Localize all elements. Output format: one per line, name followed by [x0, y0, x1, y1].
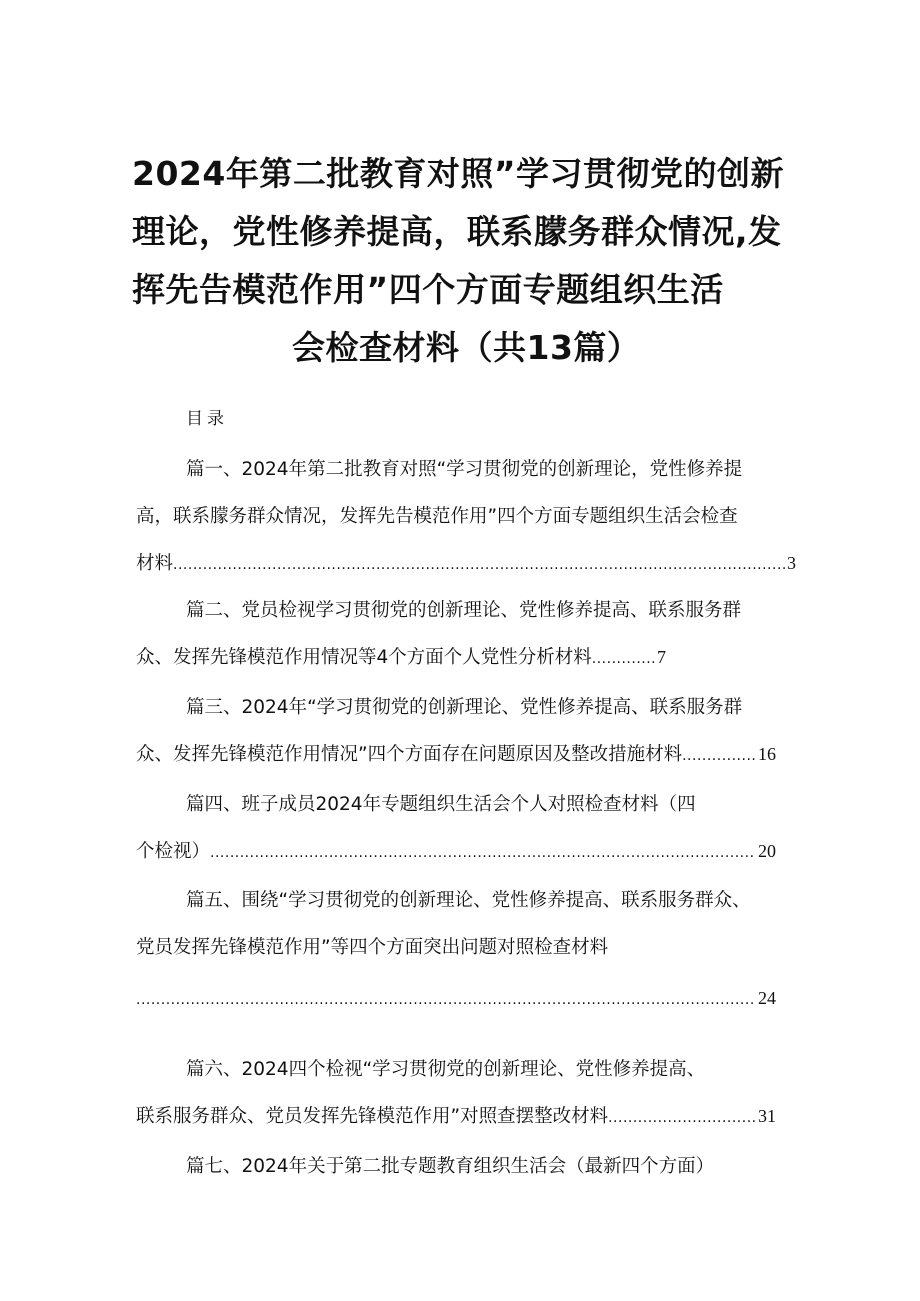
toc-entry[interactable]: [136, 1143, 796, 1190]
toc-entry[interactable]: [136, 1046, 796, 1142]
toc-entry-text: 篇一、2024年第二批教育对照“学习贯彻党的创新理论，党性修养提: [186, 459, 743, 480]
toc-entry-text: 篇四、班子成员2024年专题组织生活会个人对照检查材料（四: [186, 794, 696, 815]
toc-entry-text: 联系服务群众、党员发挥先锋模范作用”对照查摆整改材料: [136, 1106, 609, 1127]
dot-leader: [210, 830, 756, 877]
toc-entry-leader-line: [136, 975, 776, 1024]
toc-entry[interactable]: [136, 781, 796, 877]
toc-entry-text: 个检视）: [136, 841, 211, 862]
toc-entry[interactable]: [136, 587, 796, 683]
dot-leader: [592, 636, 655, 683]
dot-leader: [173, 542, 785, 589]
toc-entry-text: 篇七、2024年关于第二批专题教育组织生活会（最新四个方面）: [186, 1156, 715, 1177]
toc-page-number: 3: [787, 553, 796, 573]
toc-heading: 目录: [186, 409, 228, 429]
dot-leader: [136, 977, 756, 1024]
toc-entry-text: 篇六、2024四个检视“学习贯彻党的创新理论、党性修养提高、: [186, 1059, 706, 1080]
toc-entry-text: 高，联系朦务群众情况，发挥先告模范作用”四个方面专题组织生活会检查: [136, 506, 738, 527]
toc-entry-leader-line: [136, 634, 666, 683]
toc-entry-leader-line: [136, 731, 776, 780]
toc-entry-text: 众、发挥先锋模范作用情况”四个方面存在问题原因及整改措施材料: [136, 744, 683, 765]
toc-entry-text: 党员发挥先锋模范作用”等四个方面突出问题对照检查材料: [136, 937, 609, 958]
toc-entry[interactable]: [136, 877, 796, 1024]
dot-leader: [608, 1095, 756, 1142]
toc-entry-text: 篇五、围绕“学习贯彻党的创新理论、党性修养提高、联系服务群众、: [186, 890, 751, 911]
title-line: 会检查材料（共13篇）: [292, 328, 641, 367]
toc-entry-text: 篇三、2024年“学习贯彻党的创新理论、党性修养提高、联系服务群: [186, 697, 743, 718]
title-line: 挥先告模范作用”四个方面专题组织生活: [132, 270, 724, 309]
toc-page-number: 24: [758, 988, 776, 1008]
toc-entry[interactable]: [136, 446, 796, 589]
toc-entry[interactable]: [136, 684, 796, 780]
toc-entry-leader-line: [136, 1093, 776, 1142]
toc-page-number: 20: [758, 841, 776, 861]
document-title: [132, 145, 792, 377]
toc-entry-text: 众、发挥先锋模范作用情况等4个方面个人党性分析材料: [136, 647, 592, 668]
toc-page-number: 16: [758, 744, 776, 764]
toc-entry-leader-line: [136, 828, 776, 877]
dot-leader: [682, 733, 756, 780]
toc-page-number: 7: [657, 647, 666, 667]
title-line: 理论，党性修养提高，联系朦务群众情况,发: [132, 212, 782, 251]
toc-entry-leader-line: [136, 540, 796, 589]
toc-page-number: 31: [758, 1106, 776, 1126]
toc-entry-text: 篇二、党员检视学习贯彻党的创新理论、党性修养提高、联系服务群: [186, 600, 742, 621]
title-line: 2024年第二批教育对照”学习贯彻党的创新: [132, 154, 785, 193]
toc-entry-text: 材料: [136, 553, 174, 574]
